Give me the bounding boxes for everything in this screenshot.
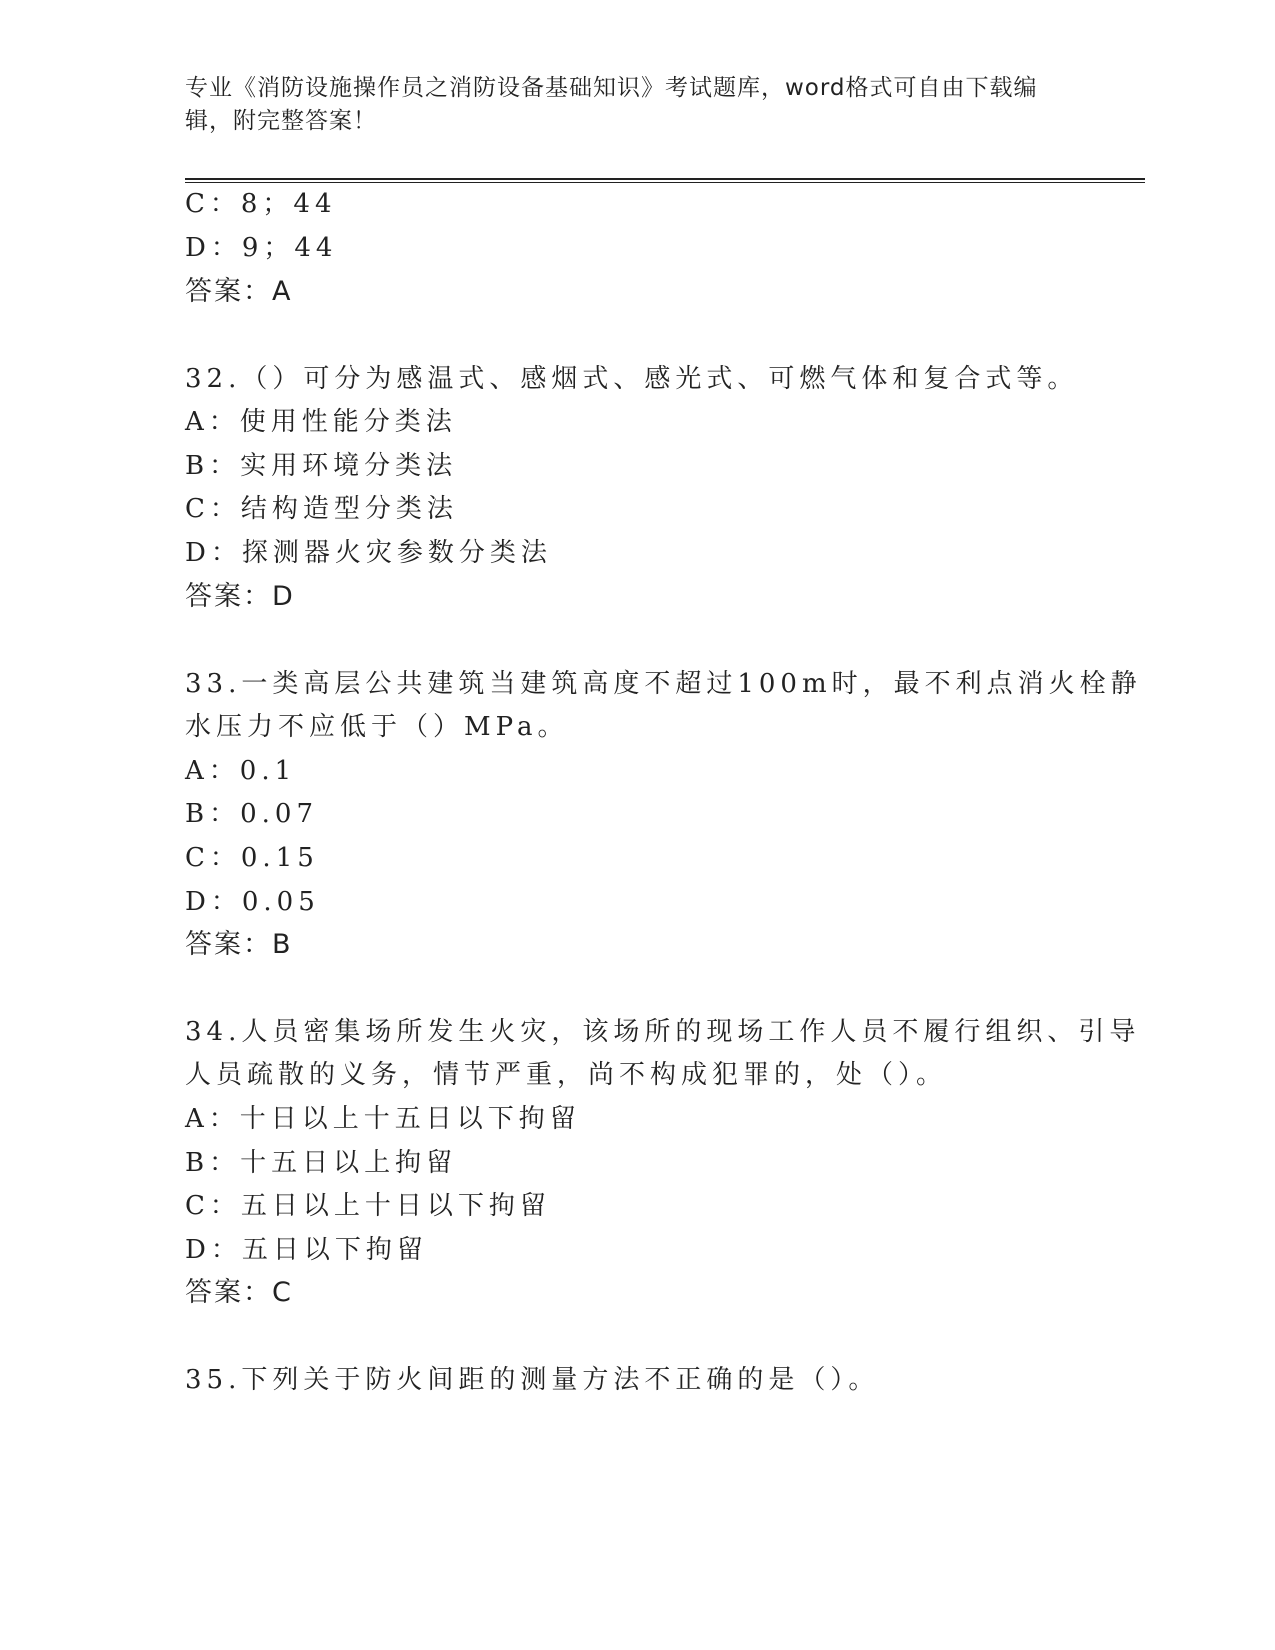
q32-option-a: A：使用性能分类法 [185, 407, 457, 437]
q34-option-c: C：五日以上十日以下拘留 [185, 1191, 551, 1221]
q35-stem: 35.下列关于防火间距的测量方法不正确的是（）。 [185, 1365, 880, 1395]
document-header: 专业《消防设施操作员之消防设备基础知识》考试题库，word格式可自由下载编辑，附完整答案！ [185, 75, 1038, 134]
q33-stem-line2: 水压力不应低于（）MPa。 [185, 712, 569, 742]
prev-option-d: D：9；44 [185, 233, 338, 263]
q34-stem-line1: 34.人员密集场所发生火灾，该场所的现场工作人员不履行组织、引导 [185, 1017, 1141, 1047]
q34-answer: 答案：C [185, 1277, 293, 1308]
q32-option-c: C：结构造型分类法 [185, 494, 458, 524]
q34-stem-line2: 人员疏散的义务，情节严重，尚不构成犯罪的，处（）。 [185, 1060, 948, 1090]
q33-answer: 答案：B [185, 929, 293, 960]
header-divider [185, 178, 1145, 183]
q34-option-d: D：五日以下拘留 [185, 1235, 428, 1265]
prev-answer: 答案：A [185, 276, 293, 307]
q34-option-b: B：十五日以上拘留 [185, 1148, 458, 1178]
q33-stem-line1: 33.一类高层公共建筑当建筑高度不超过100m时，最不利点消火栓静 [185, 669, 1142, 699]
prev-option-c: C：8；44 [185, 189, 337, 219]
q33-option-d: D：0.05 [185, 887, 320, 917]
q34-option-a: A：十日以上十五日以下拘留 [185, 1104, 581, 1134]
q32-option-d: D：探测器火灾参数分类法 [185, 538, 552, 568]
q33-option-a: A：0.1 [185, 756, 297, 786]
q32-option-b: B：实用环境分类法 [185, 451, 458, 481]
q32-stem: 32.（）可分为感温式、感烟式、感光式、可燃气体和复合式等。 [185, 364, 1079, 394]
q32-answer: 答案：D [185, 581, 295, 612]
q33-option-c: C：0.15 [185, 843, 319, 873]
q33-option-b: B：0.07 [185, 799, 318, 829]
